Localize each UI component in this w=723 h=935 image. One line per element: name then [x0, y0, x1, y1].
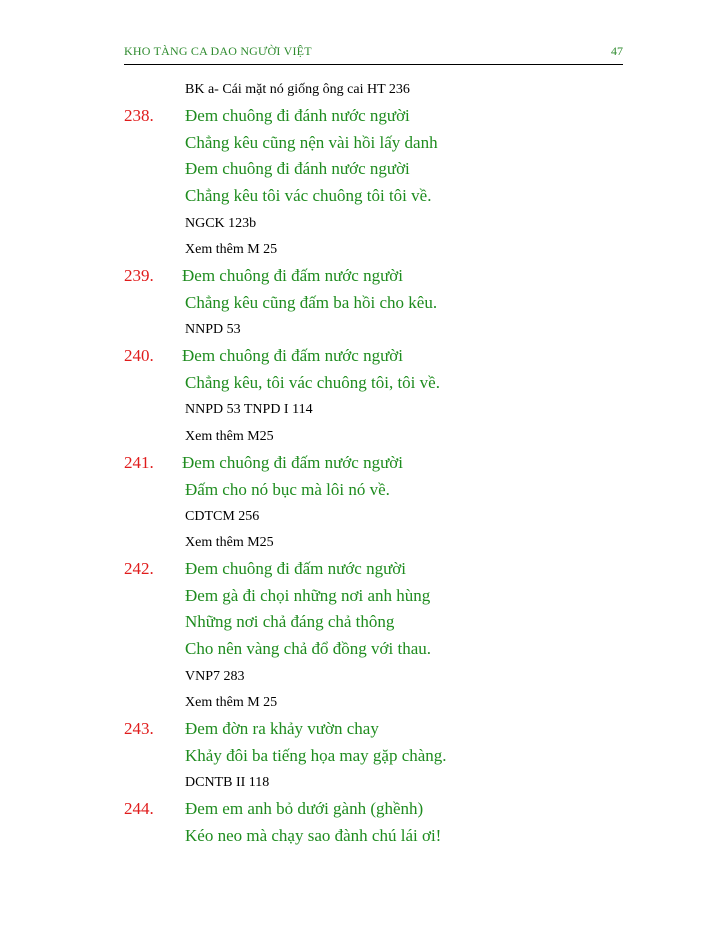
verse-line: Đem đờn ra khảy vườn chay [185, 719, 379, 738]
verse-line: Chẳng kêu cũng đấm ba hồi cho kêu. [185, 293, 438, 312]
source-reference: Xem thêm M 25 [185, 695, 278, 710]
running-header [124, 44, 623, 65]
poem-number: 241. [124, 453, 154, 472]
verse-line: Những nơi chả đáng chả thông [185, 612, 395, 631]
verse-line: Chẳng kêu, tôi vác chuông tôi, tôi về. [185, 373, 440, 392]
verse-line: Đem chuông đi đấm nước người [182, 453, 404, 472]
page-number: 47 [611, 44, 623, 58]
verse-line: Chẳng kêu cũng nện vài hồi lấy danh [185, 133, 438, 152]
source-reference: Xem thêm M25 [185, 535, 274, 550]
poem-number: 238. [124, 106, 154, 125]
verse-line: Đem em anh bỏ dưới gành (ghềnh) [185, 799, 424, 818]
source-reference: DCNTB II 118 [185, 775, 270, 790]
source-reference: BK a- Cái mặt nó giống ông cai HT 236 [185, 82, 410, 97]
poem-number: 239. [124, 266, 154, 285]
poem-number: 242. [124, 559, 154, 578]
source-reference: VNP7 283 [185, 669, 245, 684]
verse-line: Kéo neo mà chạy sao đành chú lái ơi! [185, 826, 442, 845]
verse-line: Cho nên vàng chả đổ đồng với thau. [185, 639, 432, 658]
verse-line: Đem chuông đi đấm nước người [182, 266, 404, 285]
verse-line: Đem chuông đi đấm nước người [185, 559, 407, 578]
source-reference: Xem thêm M25 [185, 429, 274, 444]
verse-line: Đem chuông đi đánh nước người [185, 106, 410, 125]
source-reference: NGCK 123b [185, 216, 257, 231]
poem-number: 243. [124, 719, 154, 738]
verse-line: Đấm cho nó bục mà lôi nó về. [185, 480, 390, 499]
book-title: KHO TÀNG CA DAO NGƯỜI VIỆT [124, 44, 312, 58]
verse-line: Khảy đôi ba tiếng họa may gặp chàng. [185, 746, 447, 765]
source-reference: CDTCM 256 [185, 509, 260, 524]
verse-line: Chẳng kêu tôi vác chuông tôi tôi về. [185, 186, 432, 205]
verse-line: Đem chuông đi đấm nước người [182, 346, 404, 365]
source-reference: Xem thêm M 25 [185, 242, 278, 257]
source-reference: NNPD 53 TNPD I 114 [185, 402, 313, 417]
source-reference: NNPD 53 [185, 322, 241, 337]
poem-number: 244. [124, 799, 154, 818]
verse-line: Đem chuông đi đánh nước người [185, 159, 410, 178]
verse-line: Đem gà đi chọi những nơi anh hùng [185, 586, 431, 605]
poem-number: 240. [124, 346, 154, 365]
